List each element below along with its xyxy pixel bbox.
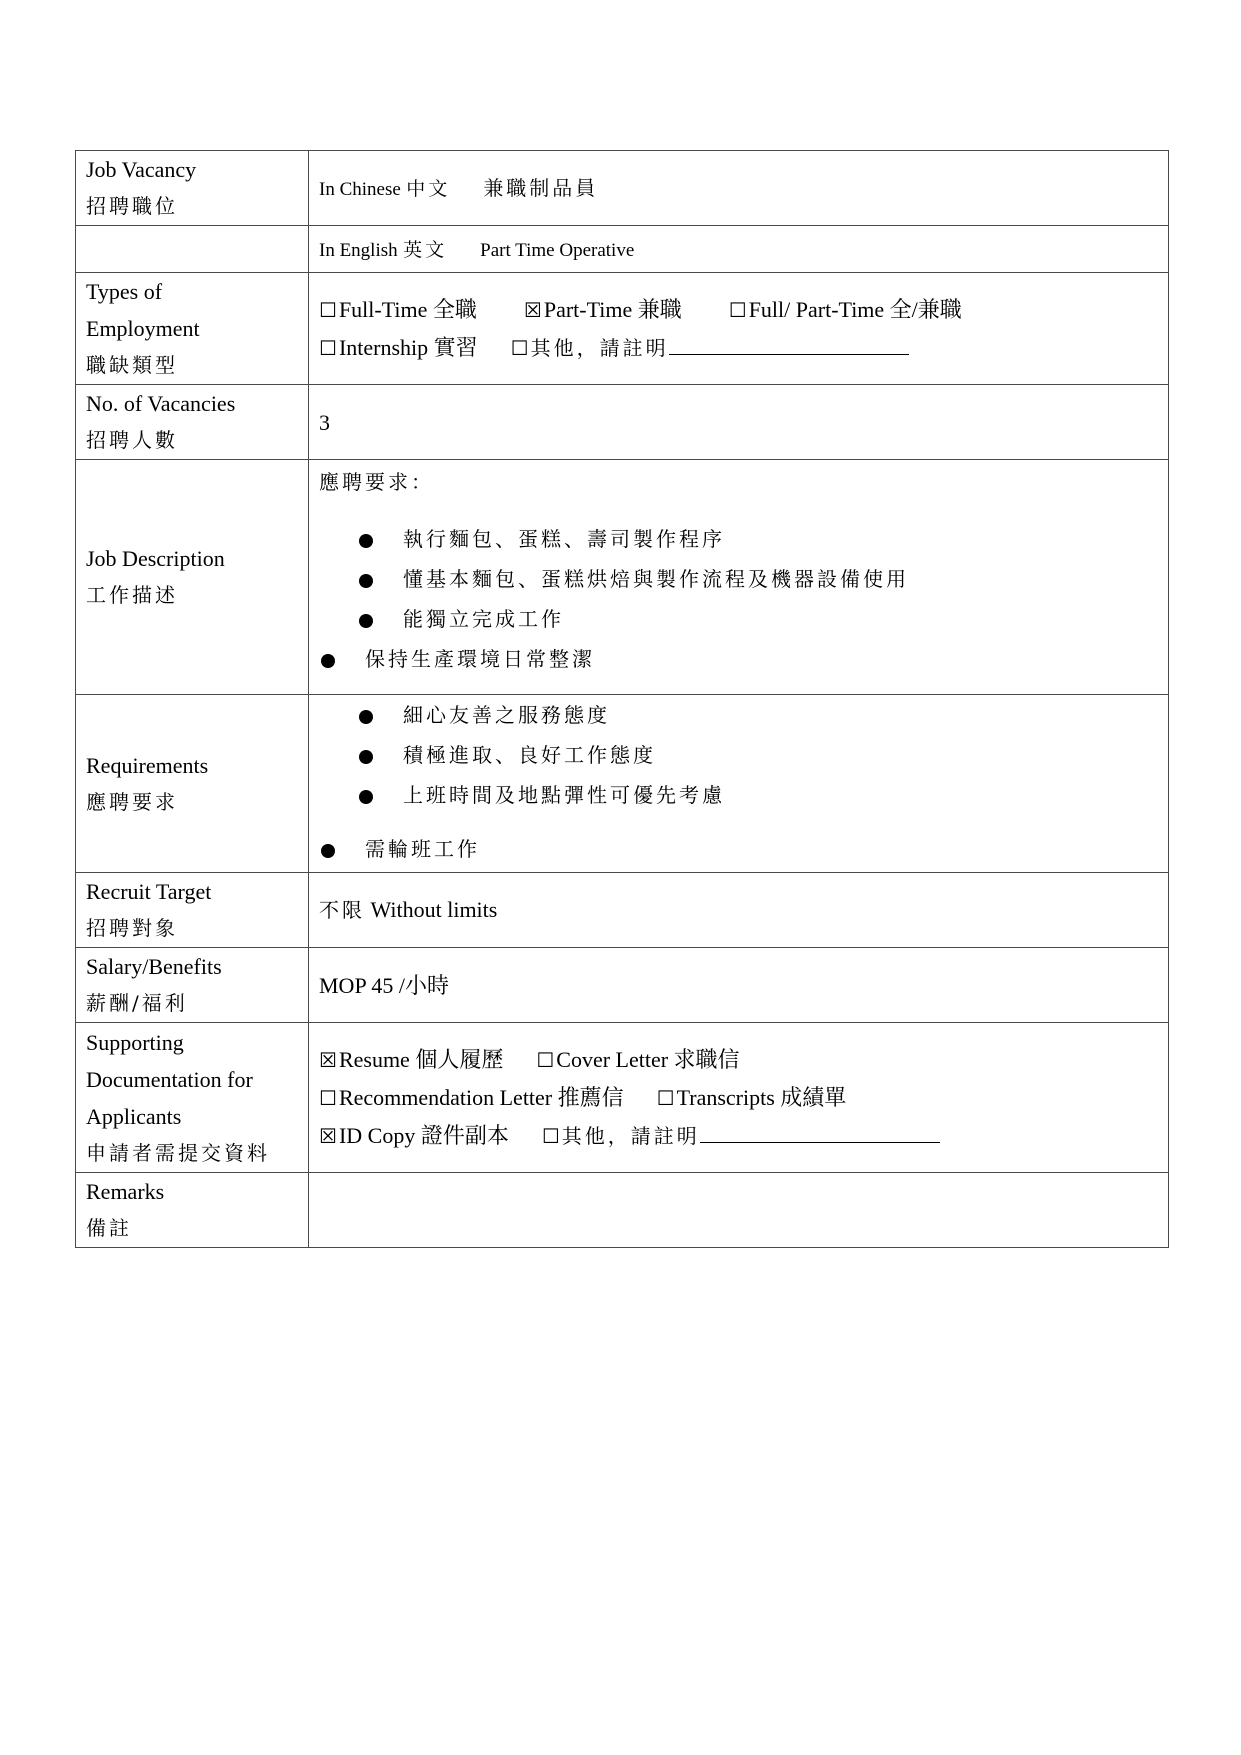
- job-title-chinese-value: 兼職制品員: [483, 175, 599, 200]
- other-specify-blank[interactable]: [669, 336, 909, 355]
- row-supporting-documents: [76, 1023, 1169, 1173]
- unchecked-box-icon: ☐: [541, 1123, 560, 1148]
- row-employment-type: [76, 273, 1169, 385]
- list-item: [319, 735, 1158, 775]
- row-job-vacancy: [76, 151, 1169, 226]
- checkbox-other[interactable]: [542, 1123, 700, 1148]
- other-specify-blank[interactable]: [700, 1124, 940, 1143]
- label-zh: 職缺類型: [86, 353, 178, 377]
- requirements-content[interactable]: [309, 695, 1169, 873]
- checkbox-part-time[interactable]: [524, 297, 682, 322]
- bullet-icon: [359, 750, 373, 764]
- label-en: No. of Vacancies: [86, 391, 236, 416]
- checkbox-internship[interactable]: [319, 335, 478, 360]
- list-item: [319, 695, 1158, 735]
- label-cell-documents: [76, 1023, 309, 1173]
- list-item-text: 執行麵包、蛋糕、壽司製作程序: [403, 527, 725, 551]
- option-label: 其他，請註明: [530, 335, 669, 360]
- job-description-list: [319, 519, 1158, 679]
- checkbox-other[interactable]: [511, 335, 669, 360]
- checkbox-recommendation-letter[interactable]: [319, 1085, 624, 1110]
- label-en: Recruit Target: [86, 879, 212, 904]
- recruit-target-zh: 不限: [319, 898, 365, 922]
- option-label: Full-Time 全職: [338, 296, 477, 322]
- option-label: Recommendation Letter 推薦信: [338, 1084, 624, 1110]
- label-zh: 備註: [86, 1216, 132, 1240]
- checkbox-transcripts[interactable]: [657, 1085, 847, 1110]
- label-cell-remarks: [76, 1173, 309, 1248]
- checkbox-full-part-time[interactable]: [729, 297, 962, 322]
- label-en: Salary/Benefits: [86, 954, 222, 979]
- checkbox-resume[interactable]: [319, 1047, 503, 1072]
- job-title-chinese-field[interactable]: [309, 151, 1169, 226]
- list-item: [319, 519, 1158, 559]
- option-label: ID Copy 證件副本: [338, 1122, 509, 1148]
- chinese-prefix-zh: 中文: [406, 177, 451, 200]
- bullet-icon: [359, 574, 373, 588]
- row-job-vacancy-english: [76, 226, 1169, 273]
- label-en-line3: Applicants: [86, 1103, 182, 1129]
- label-cell-empty: [76, 226, 309, 273]
- job-description-content[interactable]: [309, 460, 1169, 695]
- option-label: Transcripts 成績單: [676, 1084, 847, 1110]
- label-cell-job-description: [76, 460, 309, 695]
- label-en-line1: Supporting: [86, 1029, 184, 1055]
- job-posting-form: [75, 150, 1169, 1248]
- label-cell-recruit-target: [76, 873, 309, 948]
- unchecked-box-icon: ☐: [319, 297, 337, 322]
- bullet-icon: [359, 614, 373, 628]
- label-en-line1: Types of: [86, 279, 163, 304]
- list-item: [319, 599, 1158, 639]
- label-en-line2: Employment: [86, 316, 200, 341]
- label-en: Remarks: [86, 1179, 165, 1204]
- label-en-line2: Documentation for: [86, 1066, 253, 1092]
- unchecked-box-icon: ☐: [728, 297, 747, 322]
- unchecked-box-icon: ☐: [319, 1085, 337, 1110]
- checkbox-cover-letter[interactable]: [536, 1047, 739, 1072]
- job-title-english-value: Part Time Operative: [480, 239, 635, 261]
- list-item-text: 懂基本麵包、蛋糕烘焙與製作流程及機器設備使用: [403, 567, 909, 591]
- label-zh: 申請者需提交資料: [86, 1140, 270, 1165]
- recruit-target-value[interactable]: [309, 873, 1169, 948]
- employment-type-line1: [319, 291, 1158, 329]
- checkbox-full-time[interactable]: [319, 297, 477, 322]
- label-zh: 薪酬/福利: [86, 991, 188, 1015]
- label-zh: 工作描述: [86, 583, 178, 607]
- recruit-target-en: Without limits: [370, 897, 498, 922]
- row-remarks: [76, 1173, 1169, 1248]
- row-recruit-target: [76, 873, 1169, 948]
- job-title-english-field[interactable]: [309, 226, 1169, 273]
- row-salary: [76, 948, 1169, 1023]
- unchecked-box-icon: ☐: [656, 1085, 675, 1110]
- checked-box-icon: ☒: [523, 297, 542, 322]
- list-item-text: 能獨立完成工作: [403, 607, 564, 631]
- label-cell-job-vacancy: [76, 151, 309, 226]
- documents-line3: [319, 1117, 1158, 1155]
- english-prefix-zh: 英文: [403, 238, 448, 261]
- list-item-text: 需輪班工作: [365, 837, 480, 861]
- bullet-icon: [359, 710, 373, 724]
- bullet-icon: [359, 790, 373, 804]
- option-label: Resume 個人履歷: [338, 1046, 504, 1072]
- label-en: Requirements: [86, 752, 209, 778]
- row-job-description: [76, 460, 1169, 695]
- label-cell-salary: [76, 948, 309, 1023]
- option-label: Internship 實習: [338, 334, 478, 360]
- job-description-heading: 應聘要求：: [319, 470, 434, 494]
- unchecked-box-icon: ☐: [536, 1047, 555, 1072]
- unchecked-box-icon: ☐: [319, 335, 337, 360]
- checked-box-icon: ☒: [319, 1123, 337, 1148]
- label-cell-vacancies: [76, 385, 309, 460]
- english-prefix-en: In English: [319, 239, 398, 261]
- checked-box-icon: ☒: [319, 1047, 337, 1072]
- documents-line1: [319, 1041, 1158, 1079]
- row-vacancies: [76, 385, 1169, 460]
- remarks-field[interactable]: [309, 1173, 1169, 1248]
- list-item-text: 保持生產環境日常整潔: [365, 647, 595, 671]
- option-label: 其他，請註明: [561, 1123, 700, 1148]
- label-zh: 應聘要求: [86, 789, 178, 814]
- list-item: [319, 639, 1158, 679]
- list-item: [319, 829, 1158, 869]
- option-label: Part-Time 兼職: [543, 296, 682, 322]
- requirements-list: [319, 695, 1158, 869]
- list-item: [319, 775, 1158, 815]
- list-item: [319, 559, 1158, 599]
- employment-type-options: [309, 273, 1169, 385]
- list-item-text: 積極進取、良好工作態度: [403, 743, 656, 767]
- label-zh: 招聘人數: [86, 428, 178, 452]
- salary-value[interactable]: MOP 45 /小時: [309, 948, 1169, 1023]
- label-en: Job Vacancy: [86, 157, 197, 182]
- label-zh: 招聘職位: [86, 194, 178, 218]
- list-item-text: 細心友善之服務態度: [403, 703, 610, 727]
- label-zh: 招聘對象: [86, 916, 178, 940]
- vacancies-value[interactable]: 3: [309, 385, 1169, 460]
- bullet-icon: [321, 844, 335, 858]
- checkbox-id-copy[interactable]: [319, 1123, 509, 1148]
- label-cell-requirements: [76, 695, 309, 873]
- documents-options: [309, 1023, 1169, 1173]
- list-item-text: 上班時間及地點彈性可優先考慮: [403, 783, 725, 807]
- option-label: Cover Letter 求職信: [556, 1046, 740, 1072]
- bullet-icon: [359, 534, 373, 548]
- row-requirements: [76, 695, 1169, 873]
- bullet-icon: [321, 654, 335, 668]
- option-label: Full/ Part-Time 全/兼職: [748, 296, 962, 322]
- employment-type-line2: [319, 329, 1158, 367]
- documents-line2: [319, 1079, 1158, 1117]
- unchecked-box-icon: ☐: [510, 335, 529, 360]
- label-cell-employment-type: [76, 273, 309, 385]
- chinese-prefix-en: In Chinese: [319, 178, 401, 200]
- label-en: Job Description: [86, 546, 225, 571]
